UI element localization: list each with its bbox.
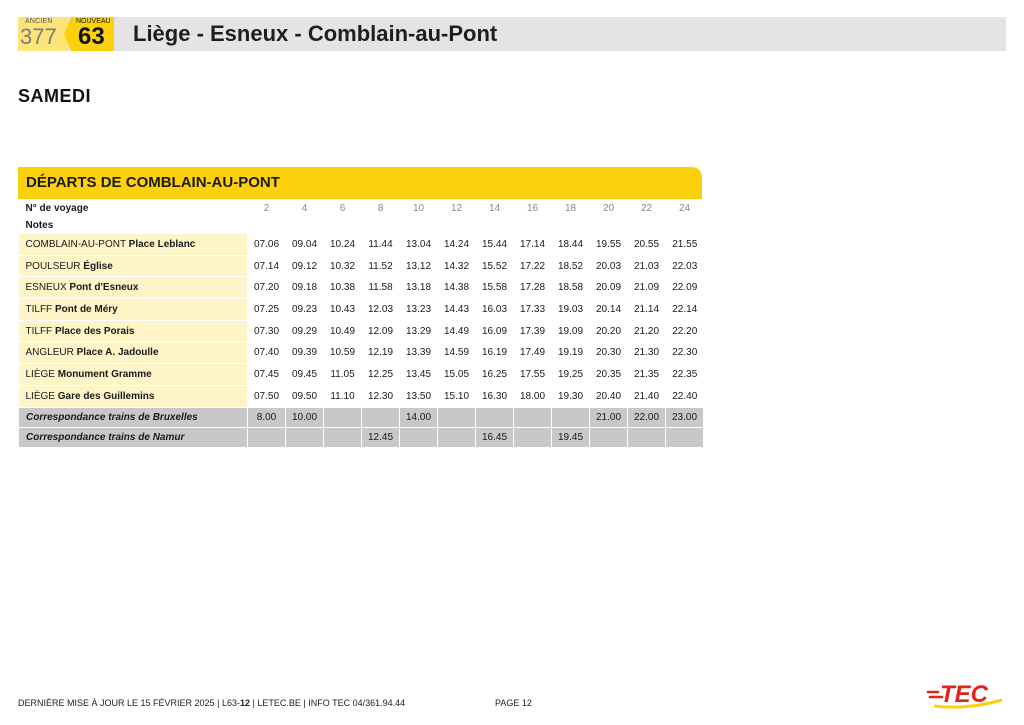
stop-place: Église: [83, 260, 113, 272]
departure-time: 13.45: [400, 364, 438, 386]
departure-time: 15.58: [476, 277, 514, 299]
departure-time: 19.55: [590, 234, 628, 255]
connection-row: [19, 427, 704, 447]
page-title: Liège - Esneux - Comblain-au-Pont: [133, 21, 498, 46]
stop-place: Pont d'Esneux: [69, 282, 139, 294]
voyage-number: 10: [412, 202, 425, 214]
departure-time: 13.39: [400, 342, 438, 364]
departure-time: 17.55: [514, 364, 552, 386]
stop-locality: TILFF: [25, 303, 53, 315]
voyage-number: 14: [488, 202, 501, 214]
stop-name: [19, 255, 248, 277]
stop-name: [19, 364, 248, 386]
voyage-number: 22: [640, 202, 653, 214]
notes-cell: [324, 216, 362, 234]
departure-time: 16.09: [476, 320, 514, 342]
stop-name: [19, 299, 248, 321]
departure-time: 21.35: [628, 364, 666, 386]
departure-time: 17.49: [514, 342, 552, 364]
footer: [18, 698, 405, 708]
departure-time: 16.19: [476, 342, 514, 364]
departure-time: 18.58: [552, 277, 590, 299]
departure-time: 17.28: [514, 277, 552, 299]
departure-time: 15.05: [438, 364, 476, 386]
departure-time: 19.25: [552, 364, 590, 386]
stop-row: [19, 342, 704, 364]
departure-time: 18.44: [552, 234, 590, 255]
notes-cell: [590, 216, 628, 234]
footer-info-phone: INFO TEC 04/361.94.44: [308, 698, 406, 708]
connection-label: Correspondance trains de Bruxelles: [19, 407, 248, 427]
timetable-heading: [18, 167, 702, 199]
departure-time: 13.50: [400, 385, 438, 407]
departure-time: 13.18: [400, 277, 438, 299]
departure-time: 16.25: [476, 364, 514, 386]
stop-row: [19, 255, 704, 277]
departure-time: 10.49: [324, 320, 362, 342]
departure-time: 10.59: [324, 342, 362, 364]
departure-time: 10.38: [324, 277, 362, 299]
stop-row: [19, 299, 704, 321]
departure-time: 14.32: [438, 255, 476, 277]
voyage-number-row: [19, 200, 704, 216]
departure-time: 13.29: [400, 320, 438, 342]
stop-row: [19, 364, 704, 386]
connection-time: [514, 407, 552, 427]
departure-time: 21.40: [628, 385, 666, 407]
departure-time: 21.20: [628, 320, 666, 342]
stop-name: [19, 234, 248, 255]
voyage-number-label: N° de voyage: [25, 202, 89, 214]
departure-time: 22.14: [666, 299, 704, 321]
notes-cell: [248, 216, 286, 234]
connection-time: 22.00: [628, 407, 666, 427]
tec-logo: [926, 676, 1006, 710]
connection-time: [362, 407, 400, 427]
stop-place: Place A. Jadoulle: [76, 347, 159, 359]
departure-time: 13.23: [400, 299, 438, 321]
departure-time: 15.44: [476, 234, 514, 255]
departure-time: 18.00: [514, 385, 552, 407]
stop-place: Monument Gramme: [57, 368, 152, 380]
departure-time: 16.30: [476, 385, 514, 407]
old-line-number: 377: [20, 24, 57, 49]
departure-time: 19.03: [552, 299, 590, 321]
departure-time: 09.39: [286, 342, 324, 364]
day-title: SAMEDI: [18, 86, 92, 106]
voyage-number: 16: [526, 202, 539, 214]
departure-time: 10.43: [324, 299, 362, 321]
voyage-number: 6: [339, 202, 346, 214]
stop-row: [19, 234, 704, 255]
stop-locality: POULSEUR: [25, 260, 81, 272]
departure-time: 17.22: [514, 255, 552, 277]
notes-cell: [628, 216, 666, 234]
connection-time: [438, 427, 476, 447]
notes-cell: [476, 216, 514, 234]
line-number-badge: [18, 17, 118, 51]
stop-locality: LIÈGE: [25, 368, 55, 380]
connection-time: [248, 427, 286, 447]
departure-time: 14.43: [438, 299, 476, 321]
connection-time: [286, 427, 324, 447]
connection-time: [628, 427, 666, 447]
departure-time: 20.09: [590, 277, 628, 299]
departure-time: 09.23: [286, 299, 324, 321]
voyage-number: 18: [564, 202, 577, 214]
stop-locality: COMBLAIN-AU-PONT: [25, 238, 126, 250]
old-line-label: ANCIEN: [25, 18, 53, 25]
voyage-number: 4: [301, 202, 308, 214]
departure-time: 12.09: [362, 320, 400, 342]
departure-time: 20.40: [590, 385, 628, 407]
stop-name: [19, 385, 248, 407]
connection-time: 14.00: [400, 407, 438, 427]
departure-time: 19.09: [552, 320, 590, 342]
departure-time: 22.40: [666, 385, 704, 407]
notes-cell: [552, 216, 590, 234]
departure-time: 20.03: [590, 255, 628, 277]
new-line-label: NOUVEAU: [76, 18, 111, 25]
departure-time: 07.25: [248, 299, 286, 321]
departure-time: 12.30: [362, 385, 400, 407]
departure-time: 21.30: [628, 342, 666, 364]
footer-separator: |: [252, 698, 255, 708]
footer-separator: |: [303, 698, 306, 708]
stop-name: [19, 320, 248, 342]
departure-time: 11.58: [362, 277, 400, 299]
footer-line-code: L63-12: [221, 698, 250, 708]
stop-place: Pont de Méry: [54, 303, 118, 315]
stop-row: [19, 277, 704, 299]
departure-time: 12.19: [362, 342, 400, 364]
departure-time: 10.24: [324, 234, 362, 255]
departure-time: 19.30: [552, 385, 590, 407]
departure-time: 10.32: [324, 255, 362, 277]
voyage-number: 12: [450, 202, 463, 214]
departure-time: 15.10: [438, 385, 476, 407]
departure-time: 07.40: [248, 342, 286, 364]
departure-time: 15.52: [476, 255, 514, 277]
stop-name: [19, 277, 248, 299]
footer-updated: DERNIÈRE MISE À JOUR LE 15 FÉVRIER 2025: [18, 698, 215, 708]
departure-time: 13.04: [400, 234, 438, 255]
voyage-number: 2: [263, 202, 270, 214]
new-line-number: 63: [78, 23, 105, 50]
tec-logo-text: TEC: [940, 681, 988, 708]
departure-time: 09.29: [286, 320, 324, 342]
departure-time: 18.52: [552, 255, 590, 277]
timetable-heading-text: DÉPARTS DE COMBLAIN-AU-PONT: [26, 174, 280, 191]
departure-time: 12.03: [362, 299, 400, 321]
stop-locality: TILFF: [25, 325, 53, 337]
stop-locality: ANGLEUR: [25, 347, 74, 359]
departure-time: 21.09: [628, 277, 666, 299]
notes-row: [19, 216, 704, 234]
departure-time: 14.49: [438, 320, 476, 342]
connection-time: [324, 427, 362, 447]
connection-time: [476, 407, 514, 427]
stop-place: Gare des Guillemins: [57, 390, 155, 402]
departure-time: 21.55: [666, 234, 704, 255]
departure-time: 12.25: [362, 364, 400, 386]
departure-time: 07.20: [248, 277, 286, 299]
page-number: PAGE 12: [495, 698, 532, 708]
notes-cell: [400, 216, 438, 234]
departure-time: 20.55: [628, 234, 666, 255]
departure-time: 22.20: [666, 320, 704, 342]
connection-time: 8.00: [248, 407, 286, 427]
connection-time: [666, 427, 704, 447]
departure-time: 22.03: [666, 255, 704, 277]
notes-label: Notes: [25, 219, 54, 231]
connection-time: [324, 407, 362, 427]
departure-time: 22.30: [666, 342, 704, 364]
departure-time: 21.03: [628, 255, 666, 277]
stop-name: [19, 342, 248, 364]
connection-time: [590, 427, 628, 447]
connection-time: 10.00: [286, 407, 324, 427]
departure-time: 20.20: [590, 320, 628, 342]
connection-time: 21.00: [590, 407, 628, 427]
footer-separator: |: [217, 698, 220, 708]
connection-time: [552, 407, 590, 427]
notes-cell: [514, 216, 552, 234]
departure-time: 13.12: [400, 255, 438, 277]
voyage-number: 20: [602, 202, 615, 214]
departure-time: 19.19: [552, 342, 590, 364]
departure-time: 14.38: [438, 277, 476, 299]
departure-time: 20.30: [590, 342, 628, 364]
voyage-number: 8: [377, 202, 384, 214]
departure-time: 07.45: [248, 364, 286, 386]
timetable: [18, 200, 704, 448]
connection-time: 23.00: [666, 407, 704, 427]
connection-label: Correspondance trains de Namur: [19, 427, 248, 447]
stop-row: [19, 385, 704, 407]
departure-time: 20.14: [590, 299, 628, 321]
notes-cell: [438, 216, 476, 234]
departure-time: 09.45: [286, 364, 324, 386]
stop-row: [19, 320, 704, 342]
notes-cell: [362, 216, 400, 234]
departure-time: 20.35: [590, 364, 628, 386]
departure-time: 11.44: [362, 234, 400, 255]
departure-time: 22.35: [666, 364, 704, 386]
connection-time: 19.45: [552, 427, 590, 447]
connection-time: [514, 427, 552, 447]
voyage-number: 24: [678, 202, 691, 214]
departure-time: 07.50: [248, 385, 286, 407]
departure-time: 09.50: [286, 385, 324, 407]
departure-time: 16.03: [476, 299, 514, 321]
footer-website-link[interactable]: LETEC.BE: [257, 698, 301, 708]
departure-time: 17.33: [514, 299, 552, 321]
departure-time: 09.18: [286, 277, 324, 299]
connection-time: [438, 407, 476, 427]
departure-time: 09.12: [286, 255, 324, 277]
connection-time: [400, 427, 438, 447]
departure-time: 21.14: [628, 299, 666, 321]
departure-time: 14.59: [438, 342, 476, 364]
stop-locality: LIÈGE: [25, 390, 55, 402]
departure-time: 17.14: [514, 234, 552, 255]
notes-cell: [666, 216, 704, 234]
connection-time: 12.45: [362, 427, 400, 447]
notes-cell: [286, 216, 324, 234]
connection-time: 16.45: [476, 427, 514, 447]
departure-time: 11.52: [362, 255, 400, 277]
departure-time: 11.05: [324, 364, 362, 386]
departure-time: 07.14: [248, 255, 286, 277]
departure-time: 07.06: [248, 234, 286, 255]
departure-time: 09.04: [286, 234, 324, 255]
departure-time: 11.10: [324, 385, 362, 407]
departure-time: 22.09: [666, 277, 704, 299]
departure-time: 14.24: [438, 234, 476, 255]
stop-place: Place Leblanc: [128, 238, 196, 250]
departure-time: 07.30: [248, 320, 286, 342]
stop-place: Place des Porais: [54, 325, 135, 337]
stop-locality: ESNEUX: [25, 282, 67, 294]
connection-row: [19, 407, 704, 427]
departure-time: 17.39: [514, 320, 552, 342]
